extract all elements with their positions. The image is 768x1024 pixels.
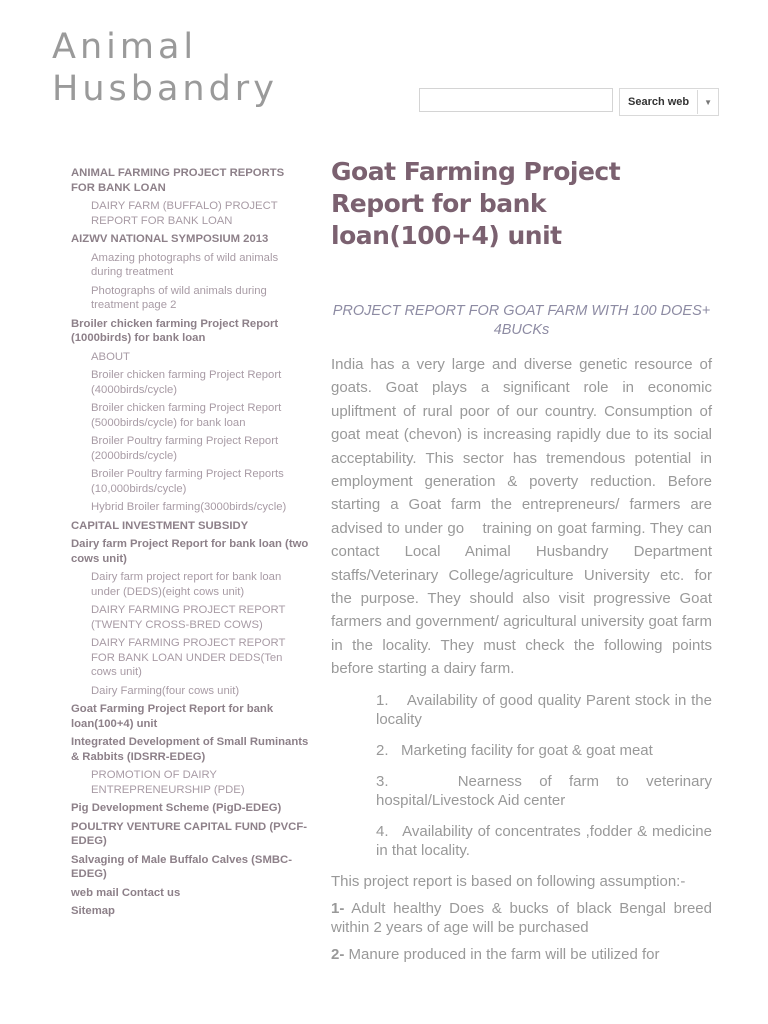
assumption-item: 1- Adult healthy Does & bucks of black Bengal breed within 2 years of age will be purchased [331,899,712,936]
sidebar-link[interactable]: Goat Farming Project Report for bank loan(100+4) unit [71,703,274,730]
sidebar-link[interactable]: Broiler Poultry farming Project Reports (10,000birds/cycle) [91,468,284,495]
sidebar-link[interactable]: Dairy farm project report for bank loan under (DEDS)(eight cows unit) [91,571,282,598]
article-subtitle: PROJECT REPORT FOR GOAT FARM WITH 100 DOES+ 4BUCKs [332,303,711,338]
sidebar-link[interactable]: Broiler chicken farming Project Report (5000birds/cycle) for bank loan [91,402,282,429]
sidebar-link[interactable]: Amazing photographs of wild animals during treatment [91,251,279,278]
article [331,156,717,968]
article-title: Goat Farming Project Report for bank loan(100+4) unit [331,157,621,250]
sidebar-link[interactable]: AIZWV NATIONAL SYMPOSIUM 2013 [71,233,269,245]
search-web-button[interactable]: Search web ▼ [619,88,719,116]
search-box [419,88,719,116]
sidebar-link[interactable]: Hybrid Broiler farming(3000birds/cycle) [91,501,287,513]
sidebar-link[interactable]: Broiler Poultry farming Project Report (2000birds/cycle) [91,435,279,462]
sidebar-link[interactable]: CAPITAL INVESTMENT SUBSIDY [71,519,249,532]
checklist-item: 4. Availability of concentrates ,fodder & medicine in that locality. [376,822,717,859]
sidebar-link[interactable]: ABOUT [91,350,130,363]
checklist-item: 3. Nearness of farm to veterinary hospital/Livestock Aid center [376,772,717,809]
sidebar-link[interactable]: Integrated Development of Small Ruminants & Rabbits (IDSRR-EDEG) [71,736,309,763]
checklist [376,691,717,860]
sidebar-link[interactable]: PROMOTION OF DAIRY ENTREPRENEURSHIP (PDE) [91,769,245,796]
sidebar-link[interactable]: DAIRY FARM (BUFFALO) PROJECT REPORT FOR BANK LOAN [91,200,278,227]
checklist-item: 2. Marketing facility for goat & goat meat [376,741,653,759]
sidebar-link[interactable]: DAIRY FARMING PROJECT REPORT (TWENTY CROSS-BRED COWS) [91,604,286,631]
sidebar-link[interactable]: Pig Development Scheme (PigD-EDEG) [71,802,282,814]
sidebar-link[interactable]: Sitemap [71,905,115,917]
search-input[interactable] [419,88,613,112]
chevron-down-icon[interactable]: ▼ [704,97,713,107]
sidebar-link[interactable]: POULTRY VENTURE CAPITAL FUND (PVCF-EDEG) [71,820,307,847]
intro-paragraph: India has a very large and diverse genetic resource of goats. Goat plays a significant role in economic upliftment of rural poor of our country. Consumption of goat meat (chevon) is increasing rapidly due to its social acceptability. This sector has tremendous potential in employment generation & poverty reduction. Before starting a Goat farm the entrepreneurs/ farmers are advised to under go training on goat farming. They can contact Local Animal Husbandry Department staffs/Veterinary College/agriculture University etc. for the purpose. They should also visit progressive Goat farmers and government/ agricultural university goat farm in the locality. They must check the following points before starting a dairy farm. [331,356,717,678]
sidebar-link[interactable]: Broiler chicken farming Project Report (1000birds) for bank loan [71,317,279,344]
sidebar-link[interactable]: Photographs of wild animals during treatment page 2 [91,284,267,311]
sidebar-link[interactable]: web mail Contact us [71,886,181,899]
sidebar-link[interactable]: Dairy Farming(four cows unit) [91,684,240,697]
basis-paragraph: This project report is based on following assumption:- [331,872,686,890]
assumption-item: 2- Manure produced in the farm will be utilized for [331,945,660,963]
checklist-item: 1. Availability of good quality Parent stock in the locality [376,691,717,728]
sidebar-link[interactable]: ANIMAL FARMING PROJECT REPORTS FOR BANK LOAN [71,167,285,194]
sidebar-link[interactable]: Dairy farm Project Report for bank loan (two cows unit) [71,538,309,565]
sidebar-link[interactable]: Broiler chicken farming Project Report (4000birds/cycle) [91,369,282,396]
site-title[interactable]: Animal Husbandry [52,27,278,109]
sidebar-link[interactable]: DAIRY FARMING PROJECT REPORT FOR BANK LOAN UNDER DEDS(Ten cows unit) [91,637,286,678]
sidebar-link[interactable]: Salvaging of Male Buffalo Calves (SMBC-EDEG) [71,853,292,880]
sidebar-nav [71,166,311,923]
